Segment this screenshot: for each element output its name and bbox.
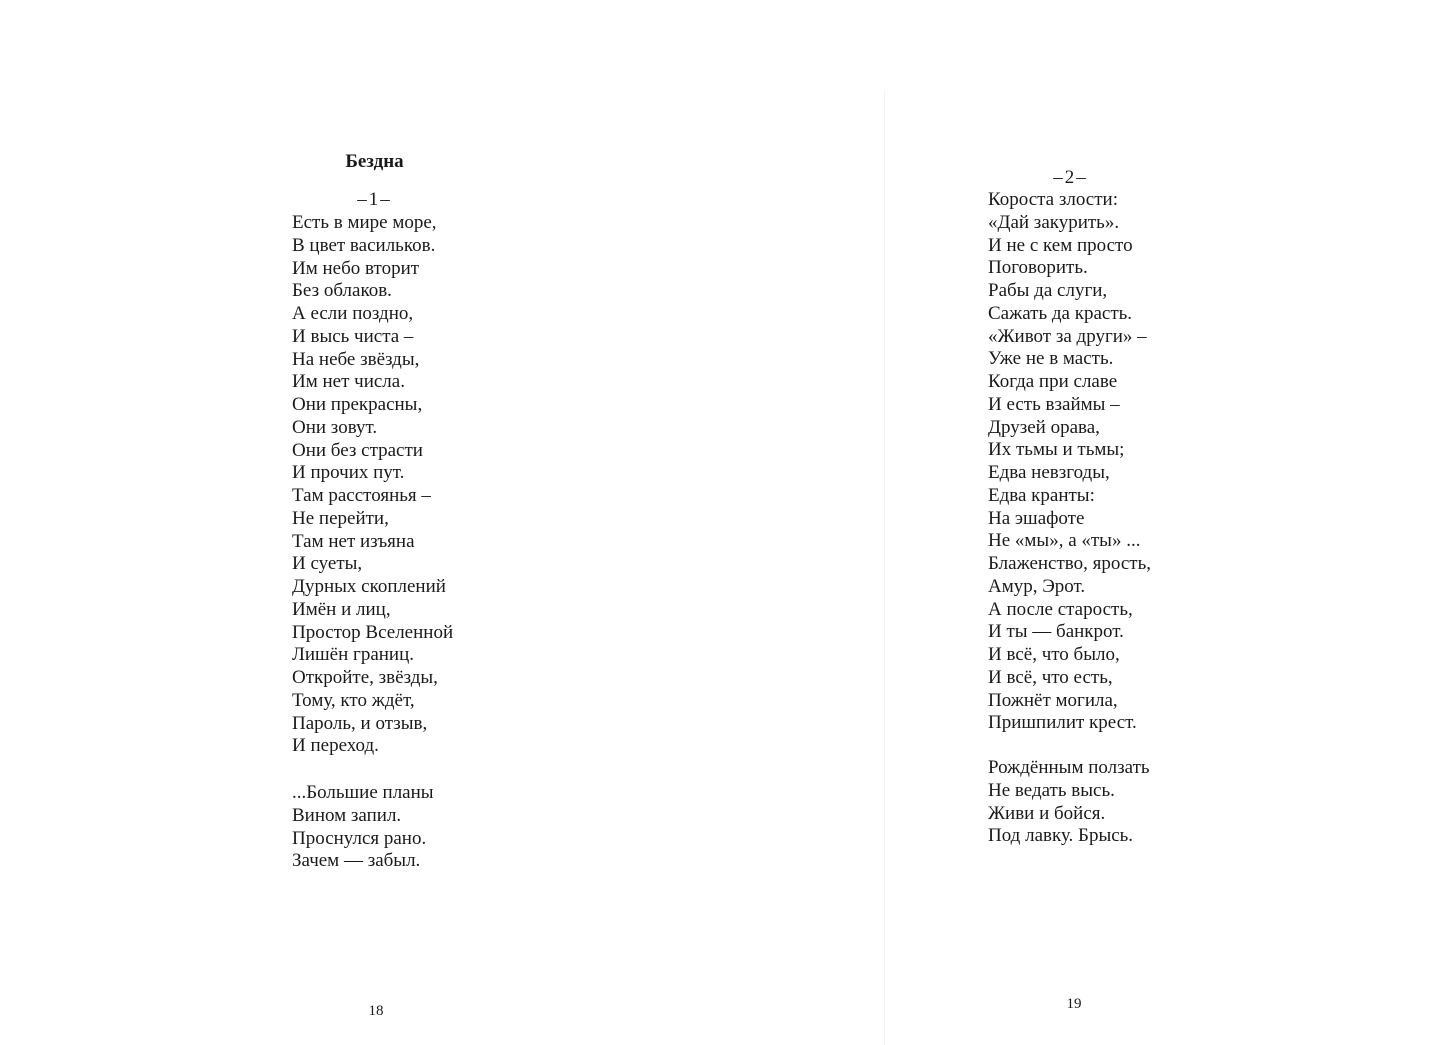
verse-line: Пароль, и отзыв, bbox=[292, 712, 428, 734]
verse-line: Есть в мире море, bbox=[292, 212, 437, 233]
verse-line: Блаженство, ярость, bbox=[988, 553, 1151, 574]
verse-line: Без облаков. bbox=[292, 280, 392, 302]
verse-line: Едва невзгоды, bbox=[988, 462, 1110, 483]
verse-line: Они прекрасны, bbox=[292, 394, 423, 415]
verse-line: Дурных скоплений bbox=[292, 576, 446, 597]
verse-line: И всё, что было, bbox=[988, 644, 1120, 665]
verse-line: Короста злости: bbox=[988, 189, 1118, 210]
verse-line: Проснулся рано. bbox=[292, 827, 427, 849]
verse-line: А после старость, bbox=[988, 598, 1133, 620]
verse-line: И переход. bbox=[292, 735, 379, 757]
verse-line: И суеты, bbox=[292, 553, 363, 575]
verse-line: И ты — банкрот. bbox=[988, 621, 1124, 643]
verse-line: ...Большие планы bbox=[292, 782, 434, 803]
verse-line: И высь чиста – bbox=[292, 325, 414, 347]
verse-line: В цвет васильков. bbox=[292, 234, 436, 256]
stanza bbox=[988, 757, 1150, 848]
verse-line: Им нет числа. bbox=[292, 371, 405, 393]
verse-line: И всё, что есть, bbox=[988, 666, 1113, 688]
verse-line: Откройте, звёзды, bbox=[292, 667, 438, 688]
verse-line: Там расстоянья – bbox=[292, 485, 431, 506]
verse-line: «Дай закурить». bbox=[988, 211, 1120, 233]
stanza bbox=[292, 212, 453, 758]
verse-line: Не «мы», а «ты» ... bbox=[988, 530, 1141, 552]
verse-line: Пришпилит крест. bbox=[988, 712, 1137, 734]
verse-line: А если поздно, bbox=[292, 303, 414, 324]
verse-line: Друзей орава, bbox=[988, 416, 1100, 438]
part-number-2: –2– bbox=[1053, 167, 1088, 188]
verse-line: Зачем — забыл. bbox=[292, 850, 421, 872]
verse-line: Пожнёт могила, bbox=[988, 689, 1118, 711]
verse-line: Когда при славе bbox=[988, 371, 1118, 392]
verse-line: Сажать да красть. bbox=[988, 302, 1133, 324]
verse-line: «Живот за други» – bbox=[988, 325, 1147, 347]
verse-line: Простор Вселенной bbox=[292, 621, 454, 643]
right-page bbox=[885, 0, 1446, 1045]
page-number: 19 bbox=[1066, 996, 1082, 1012]
verse-line: И есть взаймы – bbox=[988, 393, 1120, 415]
verse-line: Они зовут. bbox=[292, 416, 378, 438]
verse-line: Рождённым ползать bbox=[988, 757, 1150, 778]
verse-line: Их тьмы и тьмы; bbox=[988, 439, 1125, 461]
page-number: 18 bbox=[368, 1003, 384, 1019]
verse-line: Вином запил. bbox=[292, 804, 402, 826]
verse-line: Тому, кто ждёт, bbox=[292, 689, 415, 711]
poem-title: Бездна bbox=[345, 151, 404, 172]
verse-line: Не ведать высь. bbox=[988, 779, 1115, 801]
verse-line: Живи и бойся. bbox=[988, 802, 1106, 824]
part-number-1: –1– bbox=[357, 189, 392, 210]
stanza bbox=[988, 189, 1151, 735]
verse-line: На небе звёзды, bbox=[292, 348, 420, 370]
verse-line: Едва кранты: bbox=[988, 484, 1095, 506]
verse-line: Не перейти, bbox=[292, 507, 389, 529]
verse-line: И прочих пут. bbox=[292, 462, 405, 484]
verse-line: Имён и лиц, bbox=[292, 598, 391, 620]
verse-line: Под лавку. Брысь. bbox=[988, 825, 1134, 847]
verse-line: И не с кем просто bbox=[988, 234, 1133, 256]
verse-line: Амур, Эрот. bbox=[988, 575, 1086, 597]
verse-line: Рабы да слуги, bbox=[988, 280, 1108, 301]
verse-line: Они без страсти bbox=[292, 439, 423, 461]
verse-line: На эшафоте bbox=[988, 507, 1085, 529]
verse-line: Поговорить. bbox=[988, 257, 1088, 279]
verse-line: Уже не в масть. bbox=[988, 348, 1114, 370]
stanza bbox=[292, 782, 434, 873]
verse-line: Там нет изъяна bbox=[292, 530, 415, 552]
verse-line: Лишён границ. bbox=[292, 644, 415, 666]
verse-line: Им небо вторит bbox=[292, 257, 420, 279]
